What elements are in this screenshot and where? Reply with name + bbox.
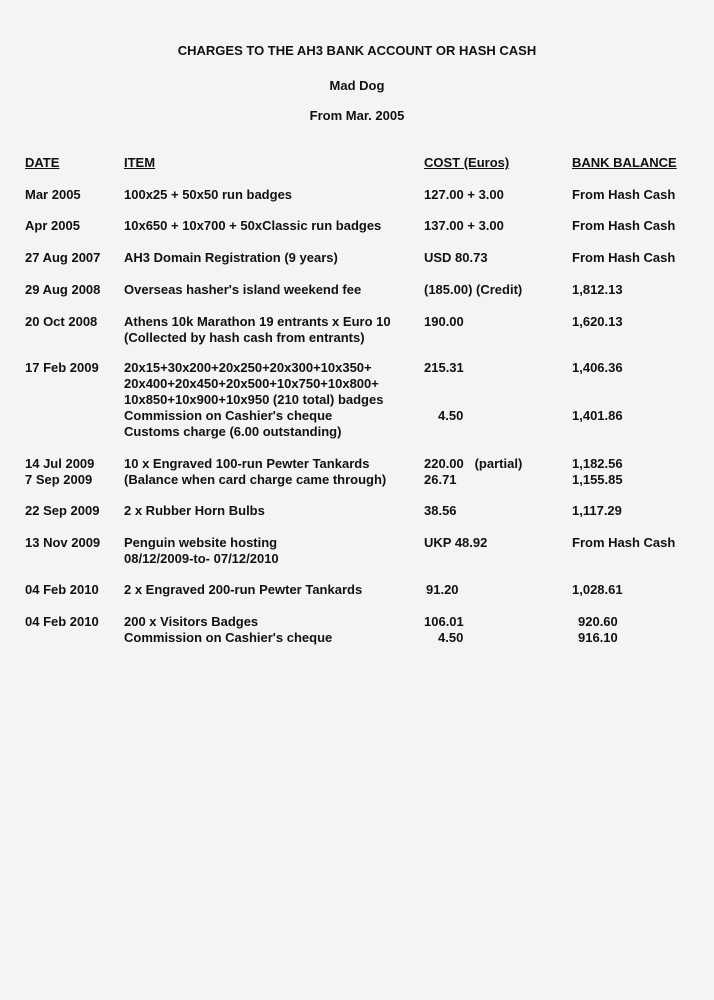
row-item: 200 x Visitors Badges	[124, 614, 259, 629]
row-date: 7 Sep 2009	[25, 472, 93, 487]
row-item: 2 x Engraved 200-run Pewter Tankards	[124, 582, 363, 597]
row-balance: 1,117.29	[572, 503, 622, 518]
document-period: From Mar. 2005	[309, 108, 405, 123]
row-item: 100x25 + 50x50 run badges	[124, 187, 293, 202]
row-item-note: 08/12/2009-to- 07/12/2010	[124, 551, 279, 566]
row-date: 04 Feb 2010	[25, 614, 99, 629]
document-author: Mad Dog	[329, 78, 385, 93]
row-item: 10 x Engraved 100-run Pewter Tankards	[124, 456, 370, 471]
row-item-customs: Customs charge (6.00 outstanding)	[124, 424, 342, 439]
row-cost: UKP 48.92	[424, 535, 488, 550]
document-title: CHARGES TO THE AH3 BANK ACCOUNT OR HASH CASH	[177, 43, 537, 58]
row-item: Penguin website hosting	[124, 535, 278, 550]
row-cost: 91.20	[426, 582, 459, 597]
row-balance: 1,406.36	[572, 360, 623, 375]
row-date: Apr 2005	[25, 218, 80, 233]
header-date: DATE	[25, 155, 60, 170]
row-date: 04 Feb 2010	[25, 582, 99, 597]
row-item-line: 10x850+10x900+10x950 (210 total) badges	[124, 392, 384, 407]
row-balance: 1,155.85	[572, 472, 623, 487]
row-cost: 215.31	[424, 360, 464, 375]
row-cost: USD 80.73	[424, 250, 488, 265]
row-cost-commission: 4.50	[438, 630, 464, 645]
row-balance: From Hash Cash	[572, 218, 676, 233]
row-cost: 106.01	[424, 614, 464, 629]
row-cost: 38.56	[424, 503, 457, 518]
row-balance: From Hash Cash	[572, 187, 676, 202]
row-item: Overseas hasher's island weekend fee	[124, 282, 362, 297]
row-date: 14 Jul 2009	[25, 456, 95, 471]
row-cost: (185.00) (Credit)	[424, 282, 523, 297]
row-date: 17 Feb 2009	[25, 360, 99, 375]
row-date: 29 Aug 2008	[25, 282, 101, 297]
row-date: 20 Oct 2008	[25, 314, 98, 329]
row-balance: 920.60	[578, 614, 618, 629]
row-balance: From Hash Cash	[572, 250, 676, 265]
row-balance-commission: 1,401.86	[572, 408, 623, 423]
row-item: 2 x Rubber Horn Bulbs	[124, 503, 265, 518]
row-date: 22 Sep 2009	[25, 503, 100, 518]
row-balance-after-commission: 916.10	[578, 630, 618, 645]
row-item-commission: Commission on Cashier's cheque	[124, 408, 333, 423]
row-balance: 1,812.13	[572, 282, 623, 297]
row-item: Athens 10k Marathon 19 entrants x Euro 10	[124, 314, 391, 329]
row-date: 27 Aug 2007	[25, 250, 101, 265]
row-cost: 26.71	[424, 472, 457, 487]
row-cost: 220.00 (partial)	[424, 456, 523, 471]
row-balance: 1,182.56	[572, 456, 623, 471]
header-balance: BANK BALANCE	[572, 155, 677, 170]
row-cost-commission: 4.50	[438, 408, 464, 423]
row-cost: 127.00 + 3.00	[424, 187, 504, 202]
row-item-line: 20x400+20x450+20x500+10x750+10x800+	[124, 376, 379, 391]
row-date: Mar 2005	[25, 187, 81, 202]
row-item: (Balance when card charge came through)	[124, 472, 387, 487]
row-balance: From Hash Cash	[572, 535, 676, 550]
row-cost: 190.00	[424, 314, 464, 329]
header-cost: COST (Euros)	[424, 155, 510, 170]
row-item-note: (Collected by hash cash from entrants)	[124, 330, 365, 345]
row-item-commission: Commission on Cashier's cheque	[124, 630, 333, 645]
row-item: 20x15+30x200+20x250+20x300+10x350+	[124, 360, 372, 375]
row-balance: 1,028.61	[572, 582, 623, 597]
header-item: ITEM	[124, 155, 156, 170]
row-cost: 137.00 + 3.00	[424, 218, 504, 233]
row-item: AH3 Domain Registration (9 years)	[124, 250, 338, 265]
row-date: 13 Nov 2009	[25, 535, 101, 550]
row-balance: 1,620.13	[572, 314, 623, 329]
row-item: 10x650 + 10x700 + 50xClassic run badges	[124, 218, 382, 233]
